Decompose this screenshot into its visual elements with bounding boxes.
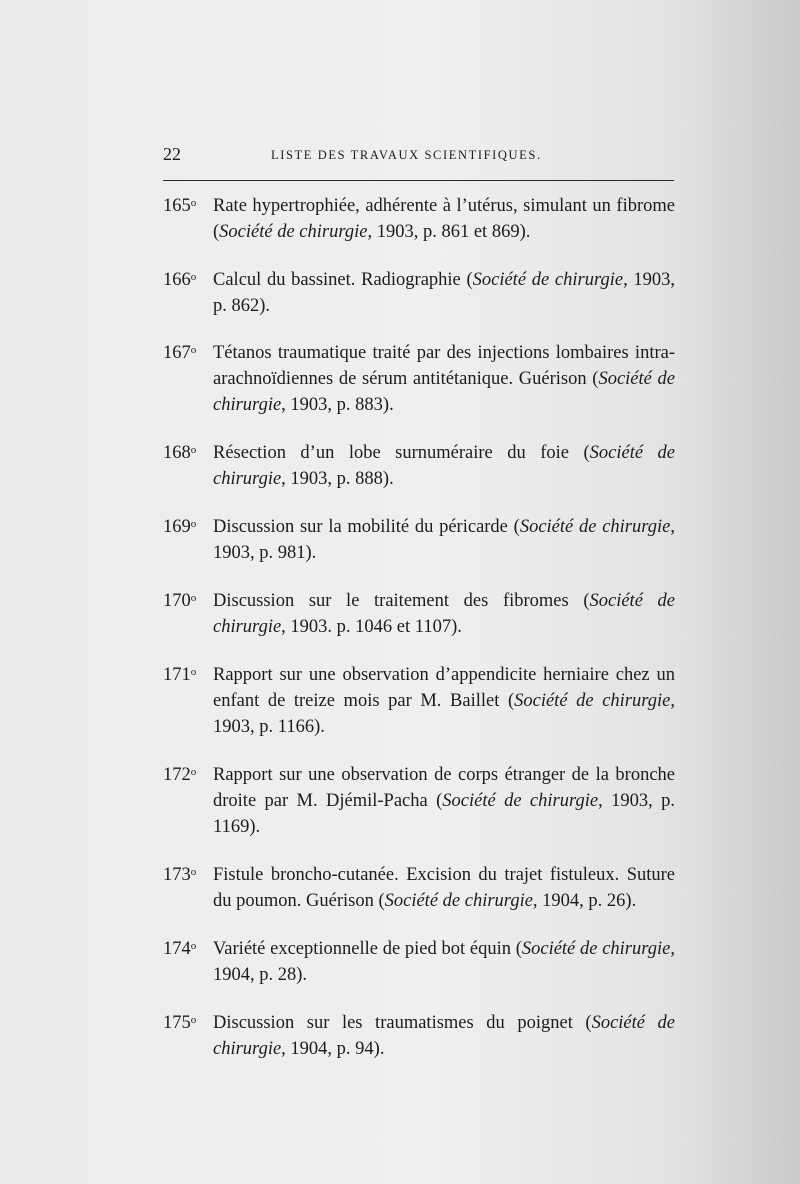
entry-citation: , 1903, p. 888).	[281, 469, 394, 489]
entry-text: Discussion sur le traitement des fibromes (	[213, 591, 590, 611]
entry-source: Société de chirurgie	[472, 270, 624, 290]
publication-entry-175	[163, 1010, 675, 1062]
entry-number: 167$^o$	[163, 343, 197, 363]
entry-source: Société de chirurgie	[213, 443, 675, 489]
entry-text: Rapport sur une observation d’appendicite herniaire chez un enfant de treize mois par M. Baillet (	[213, 665, 675, 711]
entry-citation: , 1903. p. 1046 et 1107).	[281, 617, 462, 637]
publication-entry-172	[163, 762, 675, 840]
entry-source: Société de chirurgie	[384, 891, 533, 911]
running-header	[163, 143, 673, 167]
entry-number: 168$^o$	[163, 443, 197, 463]
entry-text: Résection d’un lobe surnuméraire du foie (	[213, 443, 590, 463]
entry-number: 169$^o$	[163, 517, 197, 537]
entry-source: Société de chirurgie	[213, 369, 675, 415]
publication-entry-167	[163, 340, 675, 418]
entry-citation: , 1903, p. 862).	[213, 270, 676, 316]
entry-citation: , 1903, p. 1166).	[213, 691, 675, 737]
publication-entry-170	[163, 588, 675, 640]
entry-source: Société de chirurgie	[213, 591, 675, 637]
publication-entry-171	[163, 662, 675, 740]
entry-citation: , 1904, p. 28).	[213, 939, 675, 985]
publication-entry-168	[163, 440, 675, 492]
publication-entry-173	[163, 862, 675, 914]
entry-number: 165$^o$	[163, 196, 197, 216]
entry-citation: , 1903, p. 981).	[213, 517, 675, 563]
entry-text: Rapport sur une observation de corps étranger de la bronche droite par M. Djémil-Pacha (	[213, 765, 675, 811]
publication-entry-165	[163, 193, 675, 245]
entry-text: Calcul du bassinet. Radiographie (	[213, 270, 473, 290]
entry-source: Société de chirurgie	[514, 691, 671, 711]
entry-citation: , 1903, p. 883).	[281, 395, 394, 415]
entry-citation: , 1903, p. 1169).	[213, 791, 675, 837]
publication-list	[163, 193, 675, 1084]
running-title: LISTE DES TRAVAUX SCIENTIFIQUES.	[271, 148, 542, 162]
publication-entry-174	[163, 936, 675, 988]
entry-source: Société de chirurgie	[219, 222, 368, 242]
entry-source: Société de chirurgie	[442, 791, 599, 811]
entry-source: Société de chirurgie	[213, 1013, 676, 1059]
entry-text: Variété exceptionnelle de pied bot équin (	[213, 939, 522, 959]
entry-number: 170$^o$	[163, 591, 197, 611]
header-rule	[163, 180, 674, 181]
entry-text: Tétanos traumatique traité par des injections lombaires intra-arachnoïdiennes de sérum antitétanique. Guérison (	[213, 343, 675, 389]
entry-text: Discussion sur la mobilité du péricarde (	[213, 517, 520, 537]
entry-text: Discussion sur les traumatismes du poignet (	[213, 1013, 592, 1033]
entry-source: Société de chirurgie	[519, 517, 671, 537]
entry-number: 173$^o$	[163, 865, 197, 885]
entry-citation: , 1903, p. 861 et 869).	[367, 222, 531, 242]
entry-text: Rate hypertrophiée, adhérente à l’utérus, simulant un fibrome (	[213, 196, 675, 242]
publication-entry-166	[163, 267, 675, 319]
entry-text: Fistule broncho-cutanée. Excision du trajet fistuleux. Suture du poumon. Guérison (	[213, 865, 675, 911]
entry-number: 174$^o$	[163, 939, 197, 959]
entry-number: 175$^o$	[163, 1013, 197, 1033]
entry-citation: , 1904, p. 26).	[532, 891, 637, 911]
page-number: 22	[163, 144, 181, 164]
entry-source: Société de chirurgie	[521, 939, 671, 959]
publication-entry-169	[163, 514, 675, 566]
entry-citation: , 1904, p. 94).	[281, 1039, 385, 1059]
entry-number: 171$^o$	[163, 665, 197, 685]
entry-number: 166$^o$	[163, 270, 197, 290]
entry-number: 172$^o$	[163, 765, 197, 785]
